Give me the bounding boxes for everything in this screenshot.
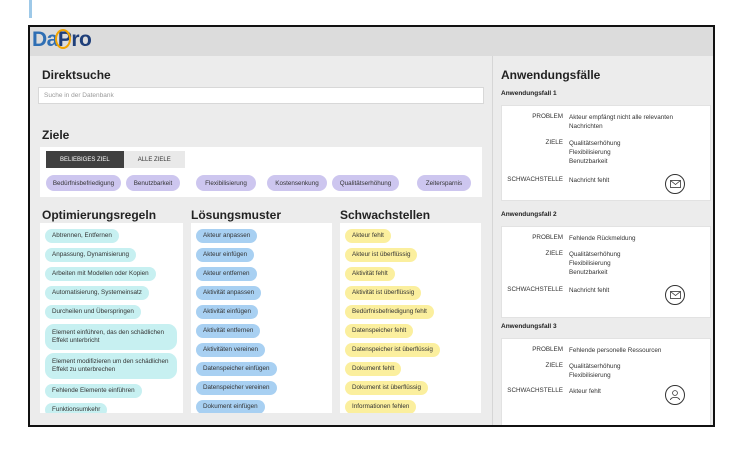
schwachstelle-item[interactable]: Dokument fehlt xyxy=(345,362,401,376)
problem-label: PROBLEM xyxy=(532,346,563,353)
ziel-chip-beduerfnisbefriedigung[interactable]: Bedürfnisbefriedigung xyxy=(46,175,121,191)
schwachstelle-item[interactable]: Aktivität fehlt xyxy=(345,267,395,281)
regel-item[interactable]: Anpassung, Dynamisierung xyxy=(45,248,136,262)
regel-item[interactable]: Fehlende Elemente einführen xyxy=(45,384,142,398)
muster-item[interactable]: Akteur einfügen xyxy=(196,248,254,262)
muster-item[interactable]: Datenspeicher vereinen xyxy=(196,381,277,395)
person-icon xyxy=(665,385,685,405)
schwachstelle-item[interactable]: Aktivität ist überflüssig xyxy=(345,286,421,300)
schwachstelle-item[interactable]: Akteur fehlt xyxy=(345,229,391,243)
muster-item[interactable]: Aktivität anpassen xyxy=(196,286,261,300)
schwachstelle-item[interactable]: Datenspeicher ist überflüssig xyxy=(345,343,440,357)
optimierungsregeln-list xyxy=(40,223,183,413)
schwachstelle-label: SCHWACHSTELLE xyxy=(507,387,563,394)
schwachstelle-value: Nachricht fehlt xyxy=(569,177,610,184)
ziele-values: Qualitätserhöhung Flexibilisierung Benutzbarkeit xyxy=(569,251,621,276)
envelope-icon xyxy=(665,285,685,305)
anwendungsfall-card[interactable] xyxy=(501,105,711,201)
ziele-values: Qualitätserhöhung Flexibilisierung xyxy=(569,363,621,379)
regel-item[interactable]: Durcheilen und Überspringen xyxy=(45,305,141,319)
anwendungsfaelle-panel xyxy=(492,56,715,427)
regel-item[interactable]: Funktionsumkehr xyxy=(45,403,107,413)
muster-item[interactable]: Dokument einfügen xyxy=(196,400,265,413)
muster-item[interactable]: Datenspeicher einfügen xyxy=(196,362,277,376)
loesungsmuster-heading: Lösungsmuster xyxy=(191,208,282,222)
ziele-label: ZIELE xyxy=(545,250,563,257)
schwachstelle-item[interactable]: Informationen fehlen xyxy=(345,400,416,413)
anwendungsfall-title[interactable]: Anwendungsfall 2 xyxy=(501,211,557,218)
app-window xyxy=(28,25,715,427)
schwachstellen-list xyxy=(340,223,481,413)
optimierungsregeln-heading: Optimierungsregeln xyxy=(42,208,157,222)
schwachstellen-heading: Schwachstellen xyxy=(340,208,431,222)
muster-item[interactable]: Akteur entfernen xyxy=(196,267,257,281)
problem-value: Akteur empfängt nicht alle relevanten Nachrichten xyxy=(569,114,673,130)
ziele-label: ZIELE xyxy=(545,362,563,369)
problem-value: Fehlende Rückmeldung xyxy=(569,235,636,242)
schwachstelle-item[interactable]: Datenspeicher fehlt xyxy=(345,324,413,338)
schwachstelle-label: SCHWACHSTELLE xyxy=(507,176,563,183)
schwachstelle-item[interactable]: Dokument ist überflüssig xyxy=(345,381,428,395)
top-bar xyxy=(30,27,713,56)
muster-item[interactable]: Aktivität entfernen xyxy=(196,324,260,338)
ziele-tabs xyxy=(46,151,185,168)
anwendungsfall-card[interactable] xyxy=(501,338,711,427)
main-panel xyxy=(30,56,490,427)
schwachstelle-item[interactable]: Akteur ist überflüssig xyxy=(345,248,417,262)
muster-item[interactable]: Akteur anpassen xyxy=(196,229,257,243)
schwachstelle-label: SCHWACHSTELLE xyxy=(507,286,563,293)
envelope-icon xyxy=(665,174,685,194)
ziele-label: ZIELE xyxy=(545,139,563,146)
ziel-chip-kostensenkung[interactable]: Kostensenkung xyxy=(267,175,327,191)
anwendungsfall-card[interactable] xyxy=(501,226,711,318)
tab-beliebiges-ziel[interactable]: BELIEBIGES ZIEL xyxy=(46,151,124,168)
schwachstelle-value: Akteur fehlt xyxy=(569,388,601,395)
anwendungsfall-title[interactable]: Anwendungsfall 3 xyxy=(501,323,557,330)
ziele-panel xyxy=(40,147,482,197)
muster-item[interactable]: Aktivitäten vereinen xyxy=(196,343,265,357)
direktsuche-heading: Direktsuche xyxy=(42,68,111,82)
muster-item[interactable]: Aktivität einfügen xyxy=(196,305,258,319)
problem-label: PROBLEM xyxy=(532,234,563,241)
ziele-heading: Ziele xyxy=(42,128,70,142)
schwachstelle-item[interactable]: Bedürfnisbefriedigung fehlt xyxy=(345,305,434,319)
anwendungsfall-title[interactable]: Anwendungsfall 1 xyxy=(501,90,557,97)
tab-alle-ziele[interactable]: ALLE ZIELE xyxy=(124,151,185,168)
ziele-values: Qualitätserhöhung Flexibilisierung Benutzbarkeit xyxy=(569,140,621,165)
ziel-chip-flexibilisierung[interactable]: Flexibilisierung xyxy=(196,175,256,191)
search-input[interactable]: Suche in der Datenbank xyxy=(38,87,484,104)
anwendungsfaelle-heading: Anwendungsfälle xyxy=(501,68,601,82)
ziel-chip-qualitaetserhoehung[interactable]: Qualitätserhöhung xyxy=(332,175,399,191)
problem-label: PROBLEM xyxy=(532,113,563,120)
dapro-logo[interactable]: Da Pro xyxy=(32,28,92,51)
logo-ring xyxy=(55,29,71,49)
regel-item[interactable]: Abtrennen, Entfernen xyxy=(45,229,119,243)
accent-bar xyxy=(29,0,32,18)
regel-item[interactable]: Arbeiten mit Modellen oder Kopien xyxy=(45,267,156,281)
ziel-chip-zeitersparnis[interactable]: Zeitersparnis xyxy=(417,175,471,191)
regel-item[interactable]: Element modifizieren um den schädlichen Effekt zu unterbrechen xyxy=(45,353,177,379)
problem-value: Fehlende personelle Ressourcen xyxy=(569,347,662,354)
regel-item[interactable]: Element einführen, das den schädlichen Effekt unterbricht xyxy=(45,324,177,350)
loesungsmuster-list xyxy=(191,223,332,413)
regel-item[interactable]: Automatisierung, Systemeinsatz xyxy=(45,286,149,300)
schwachstelle-value: Nachricht fehlt xyxy=(569,287,610,294)
ziel-chip-benutzbarkeit[interactable]: Benutzbarkeit xyxy=(126,175,180,191)
